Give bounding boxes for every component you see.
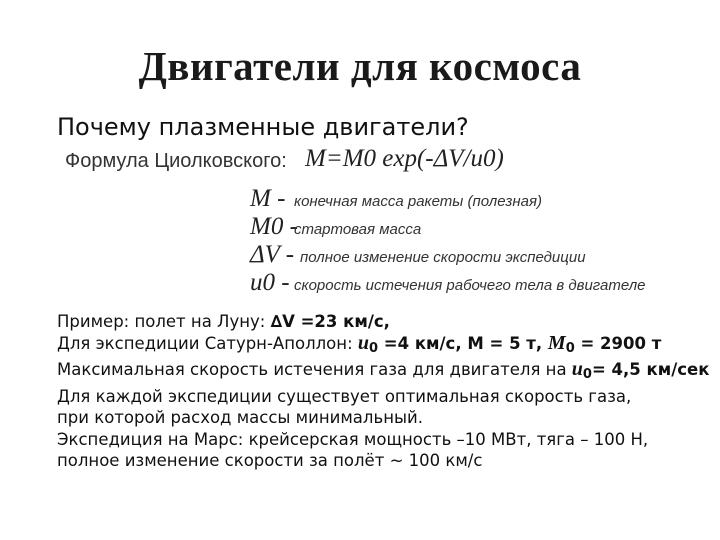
body-line-saturn-prefix: Для экспедиции Сатурн-Аполлон: xyxy=(57,333,358,353)
body-text xyxy=(57,311,709,472)
body-line-max-velocity xyxy=(57,359,709,386)
tsiolkovsky-formula: M=M0 exp(-ΔV/u0) xyxy=(305,145,504,172)
body-line-moon-dv: ∆V =23 км/с, xyxy=(270,312,390,331)
body-line-saturn-apollo xyxy=(57,333,709,360)
definition-text: конечная масса ракеты (полезная) xyxy=(294,193,542,210)
body-line-moon xyxy=(57,311,709,333)
definition-symbol: ΔV - xyxy=(250,241,295,268)
definition-symbol: M0 - xyxy=(250,213,298,240)
u0-value: = 4,5 км/сек xyxy=(591,360,710,379)
formula-label: Формула Циолковского: xyxy=(65,150,287,172)
u0-subscript: 0 xyxy=(369,340,379,356)
definition-symbol: M - xyxy=(250,185,286,212)
u0-subscript: 0 xyxy=(582,367,592,382)
body-line-optimal: Для каждой экспедиции существует оптимальная скорость газа, xyxy=(57,386,632,406)
slide-title: Двигатели для космоса xyxy=(138,43,582,89)
u0-symbol: u xyxy=(357,331,369,354)
definition-symbol: u0 - xyxy=(250,269,290,296)
body-line-min-mass: при которой расход массы минимальный. xyxy=(57,408,423,427)
definition-text: полное изменение скорости экспедиции xyxy=(300,249,586,266)
definition-text: стартовая масса xyxy=(294,221,422,238)
m0-subscript: 0 xyxy=(565,340,575,356)
body-line-max-prefix: Максимальная скорость истечения газа для двигателя на xyxy=(57,360,572,379)
slide-subtitle: Почему плазменные двигатели? xyxy=(57,113,469,141)
body-line-moon-prefix: Пример: полет на Луну: xyxy=(57,312,271,331)
m0-symbol: M xyxy=(547,331,566,354)
m0-value: = 2900 т xyxy=(574,333,662,353)
u0-symbol: u xyxy=(571,358,583,380)
body-line-total-dv: полное изменение скорости за полёт ~ 100 км/с xyxy=(57,451,483,470)
body-line-mars: Экспедиция на Марс: крейсерская мощность –10 МВт, тяга – 100 Н, xyxy=(57,429,649,449)
definition-text: скорость истечения рабочего тела в двигателе xyxy=(294,277,646,294)
u0-value: =4 км/с, M = 5 т, xyxy=(378,333,548,353)
